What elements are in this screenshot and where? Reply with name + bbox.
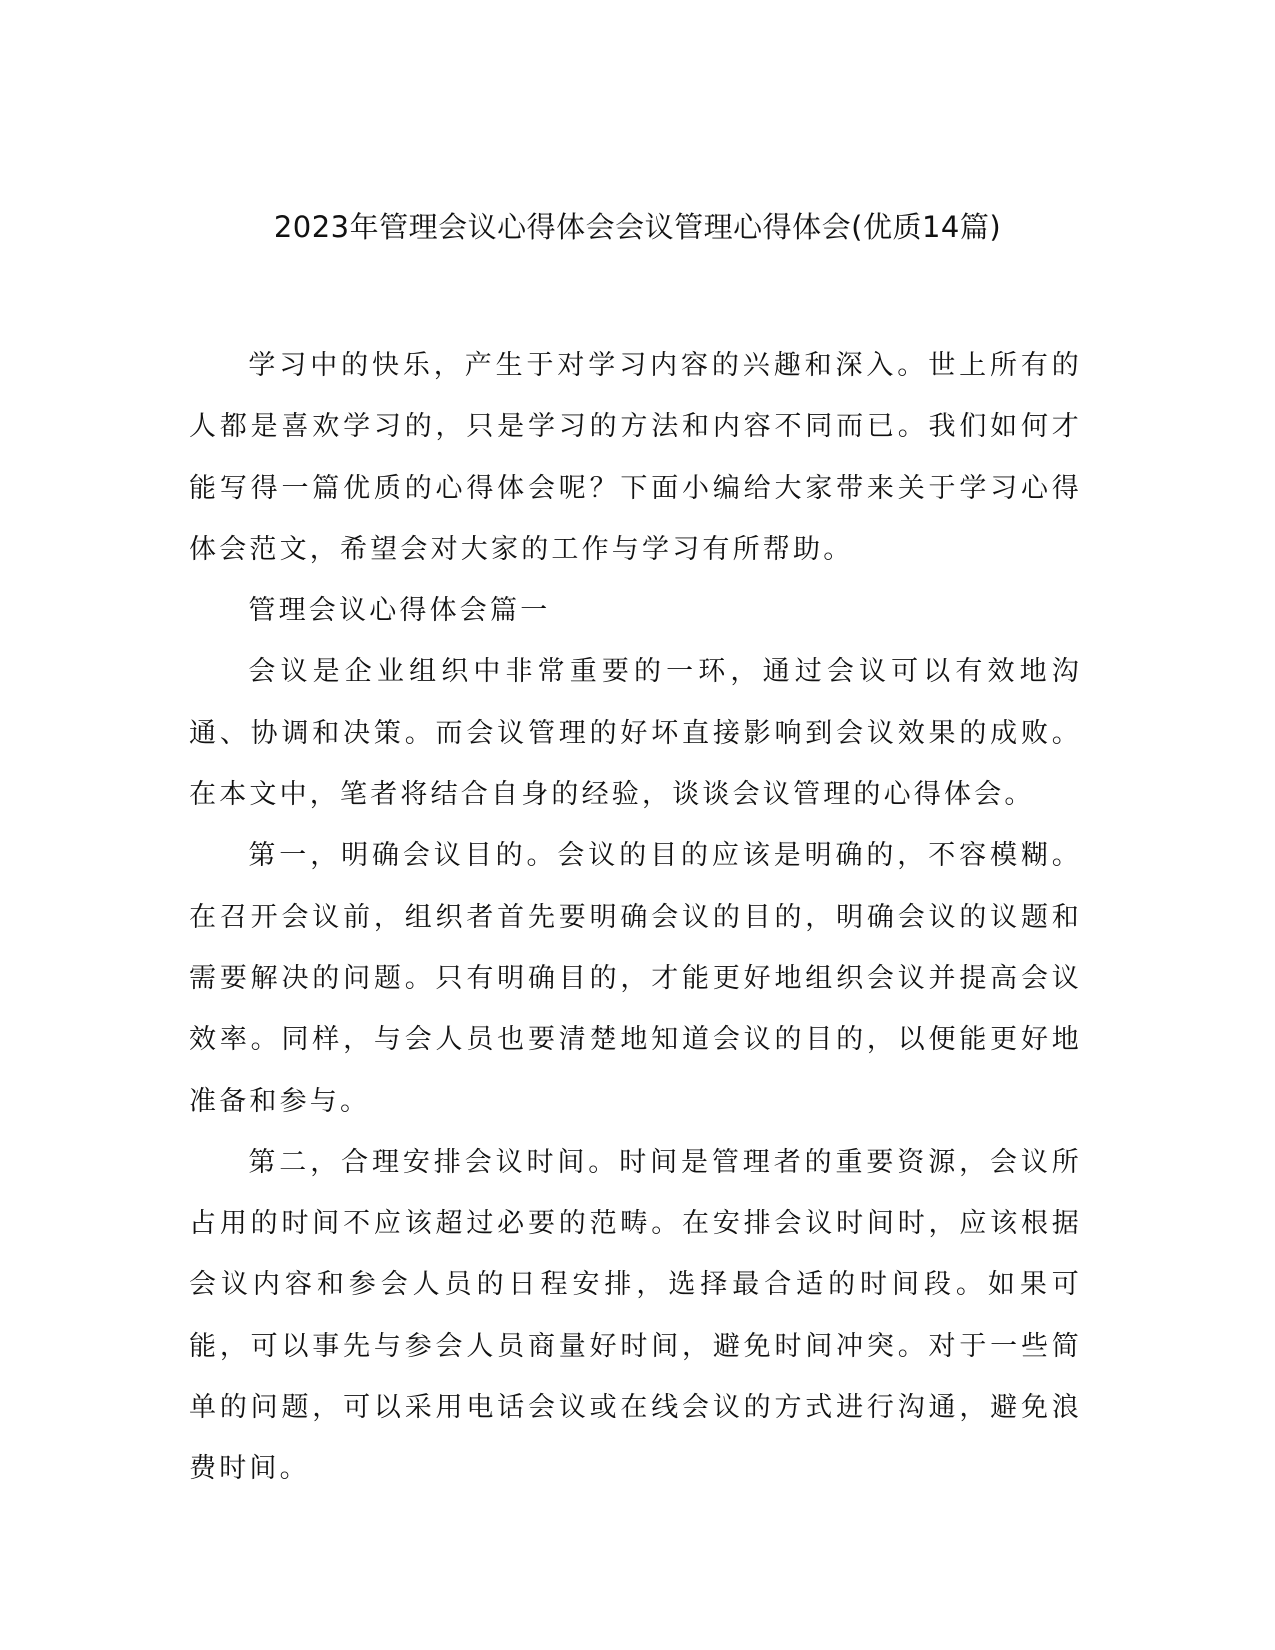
body-paragraph: 会议是企业组织中非常重要的一环，通过会议可以有效地沟通、协调和决策。而会议管理的好坏直接影响到会议效果的成败。在本文中，笔者将结合自身的经验，谈谈会议管理的心得体会。 [189, 656, 1082, 811]
document-title: 2023年管理会议心得体会会议管理心得体会(优质14篇) [273, 210, 1002, 244]
body-paragraph: 第二，合理安排会议时间。时间是管理者的重要资源，会议所占用的时间不应该超过必要的范畴。在安排会议时间时，应该根据会议内容和参会人员的日程安排，选择最合适的时间段。如果可能，可以事先与参会人员商量好时间，避免时间冲突。对于一些简单的问题，可以采用电话会议或在线会议的方式进行沟通，避免浪费时间。 [189, 1146, 1082, 1485]
document-body [189, 335, 1082, 1500]
body-paragraph: 第一，明确会议目的。会议的目的应该是明确的，不容模糊。在召开会议前，组织者首先要明确会议的目的，明确会议的议题和需要解决的问题。只有明确目的，才能更好地组织会议并提高会议效率。同样，与会人员也要清楚地知道会议的目的，以便能更好地准备和参与。 [189, 840, 1082, 1117]
intro-paragraph: 学习中的快乐，产生于对学习内容的兴趣和深入。世上所有的人都是喜欢学习的，只是学习的方法和内容不同而已。我们如何才能写得一篇优质的心得体会呢？下面小编给大家带来关于学习心得体会范文，希望会对大家的工作与学习有所帮助。 [189, 350, 1082, 565]
section-heading: 管理会议心得体会篇一 [248, 595, 551, 627]
